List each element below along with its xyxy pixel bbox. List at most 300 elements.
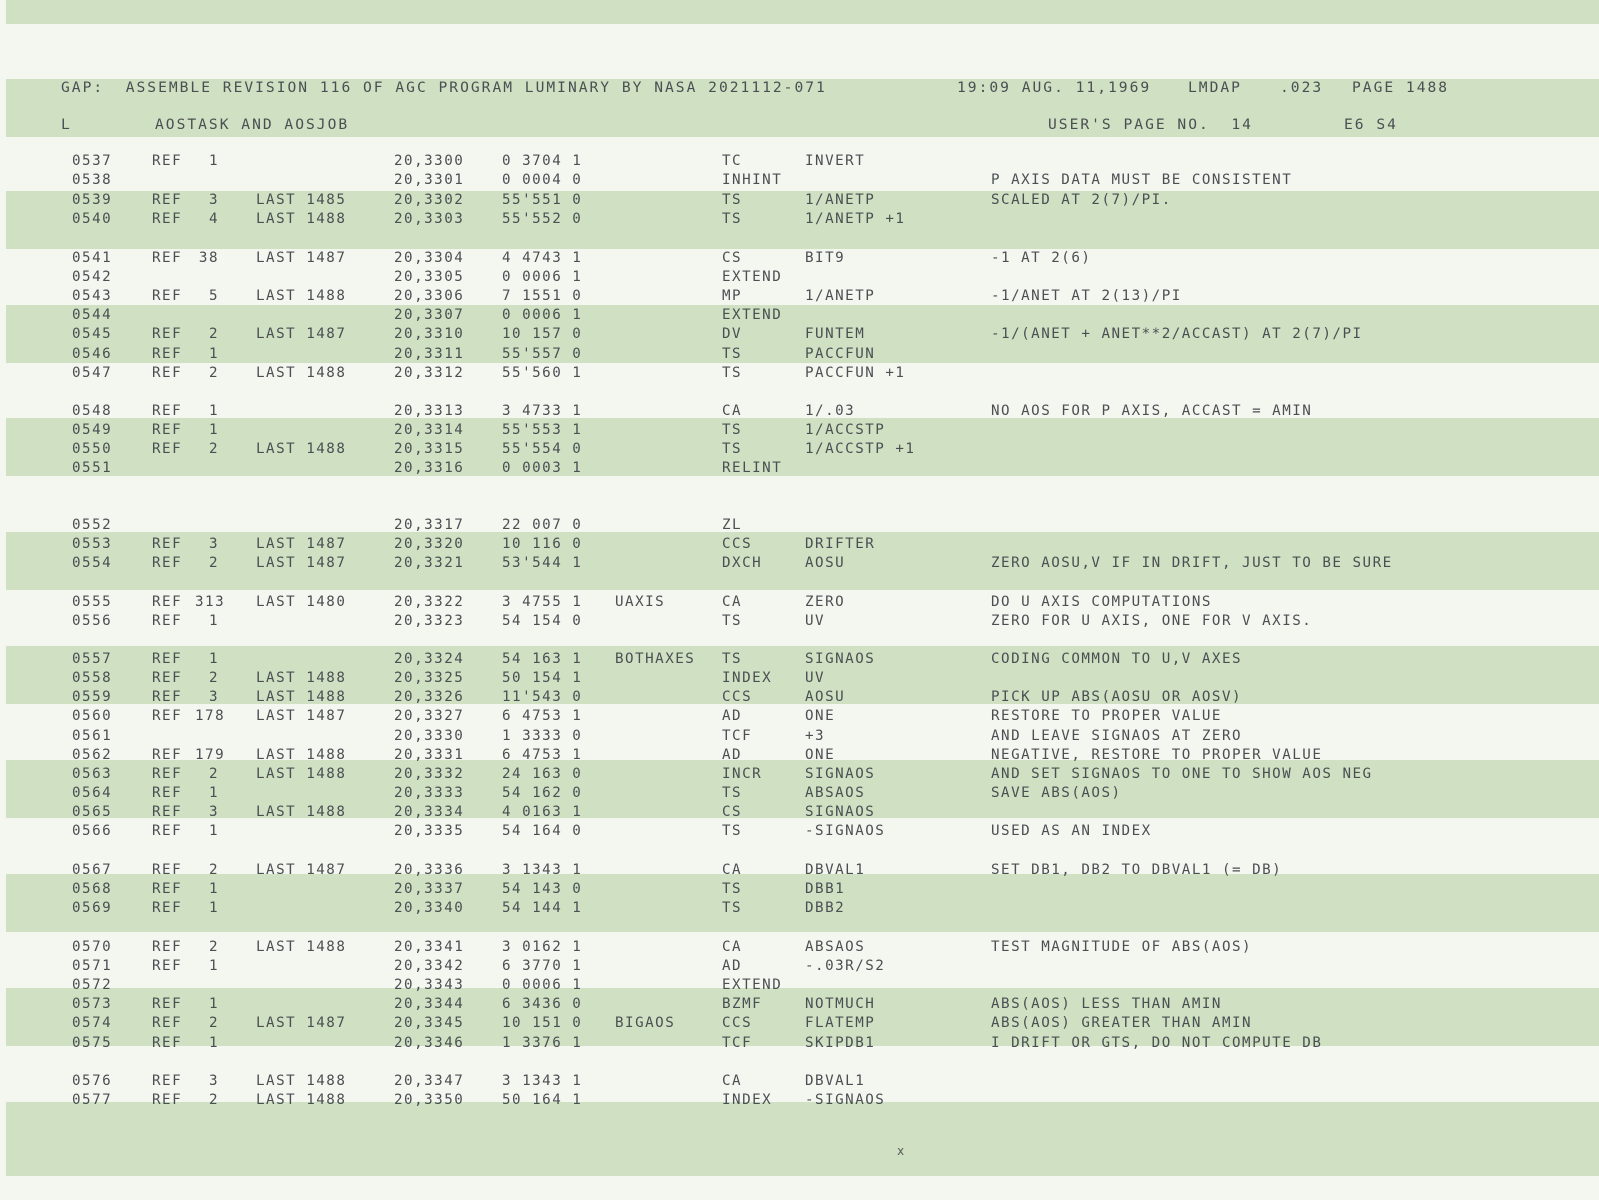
ref-count: 313 — [195, 594, 226, 610]
ref-marker: REF — [152, 1092, 183, 1108]
octal-code: 6 3770 1 — [502, 958, 583, 974]
listing-row — [0, 765, 1599, 784]
operand: NOTMUCH — [805, 996, 876, 1012]
last-ref: LAST 1485 — [256, 192, 347, 208]
address: 20,3331 — [394, 747, 465, 763]
address: 20,3307 — [394, 307, 465, 323]
operand: 1/ACCSTP — [805, 422, 886, 438]
operand: ABSAOS — [805, 785, 866, 801]
last-ref: LAST 1488 — [256, 365, 347, 381]
comment: PICK UP ABS(AOSU OR AOSV) — [991, 689, 1243, 705]
operand: SKIPDB1 — [805, 1035, 876, 1051]
ref-count: 3 — [208, 1073, 219, 1089]
last-ref: LAST 1487 — [256, 326, 347, 342]
label: UAXIS — [615, 594, 666, 610]
line-number: 0549 — [72, 422, 113, 438]
opcode: TS — [722, 651, 743, 667]
comment: CODING COMMON TO U,V AXES — [991, 651, 1243, 667]
operand: BIT9 — [805, 250, 846, 266]
address: 20,3302 — [394, 192, 465, 208]
operand: SIGNAOS — [805, 804, 876, 820]
listing-header — [0, 78, 1599, 97]
ref-count: 2 — [208, 1015, 219, 1031]
opcode: DV — [722, 326, 743, 342]
octal-code: 55'554 0 — [502, 441, 583, 457]
ref-marker: REF — [152, 153, 183, 169]
ref-marker: REF — [152, 804, 183, 820]
octal-code: 55'557 0 — [502, 346, 583, 362]
octal-code: 54 154 0 — [502, 613, 583, 629]
operand: +3 — [805, 728, 826, 744]
listing-row — [0, 995, 1599, 1014]
opcode: EXTEND — [722, 977, 783, 993]
operand: DRIFTER — [805, 536, 876, 552]
address: 20,3327 — [394, 708, 465, 724]
ref-marker: REF — [152, 1035, 183, 1051]
ref-marker: REF — [152, 1073, 183, 1089]
listing-row — [0, 1072, 1599, 1091]
paper-band — [6, 1102, 1599, 1176]
line-number: 0555 — [72, 594, 113, 610]
ref-count: 4 — [208, 211, 219, 227]
system-code: .023 — [1280, 79, 1324, 96]
operand: DBVAL1 — [805, 862, 866, 878]
paper-band — [6, 0, 1599, 24]
comment: ZERO AOSU,V IF IN DRIFT, JUST TO BE SURE — [991, 555, 1393, 571]
ref-count: 179 — [195, 747, 226, 763]
ref-count: 1 — [208, 881, 219, 897]
opcode: CS — [722, 250, 743, 266]
line-number: 0572 — [72, 977, 113, 993]
system-name: LMDAP — [1188, 79, 1242, 96]
line-number: 0577 — [72, 1092, 113, 1108]
address: 20,3333 — [394, 785, 465, 801]
address: 20,3316 — [394, 460, 465, 476]
last-ref: LAST 1488 — [256, 211, 347, 227]
operand: ONE — [805, 708, 836, 724]
line-number: 0540 — [72, 211, 113, 227]
line-number: 0573 — [72, 996, 113, 1012]
listing-row — [0, 669, 1599, 688]
comment: SET DB1, DB2 TO DBVAL1 (= DB) — [991, 862, 1283, 878]
operand: 1/ANETP — [805, 192, 876, 208]
line-number: 0544 — [72, 307, 113, 323]
last-ref: LAST 1488 — [256, 766, 347, 782]
octal-code: 50 164 1 — [502, 1092, 583, 1108]
address: 20,3334 — [394, 804, 465, 820]
ref-count: 2 — [208, 555, 219, 571]
octal-code: 55'551 0 — [502, 192, 583, 208]
octal-code: 55'560 1 — [502, 365, 583, 381]
listing-row — [0, 171, 1599, 190]
ref-marker: REF — [152, 670, 183, 686]
line-number: 0554 — [72, 555, 113, 571]
listing-row — [0, 459, 1599, 478]
address: 20,3317 — [394, 517, 465, 533]
listing-row — [0, 364, 1599, 383]
line-number: 0548 — [72, 403, 113, 419]
last-ref: LAST 1487 — [256, 555, 347, 571]
last-ref: LAST 1488 — [256, 288, 347, 304]
listing-row — [0, 306, 1599, 325]
ref-marker: REF — [152, 250, 183, 266]
opcode: TS — [722, 823, 743, 839]
ref-count: 1 — [208, 958, 219, 974]
line-number: 0571 — [72, 958, 113, 974]
octal-code: 54 144 1 — [502, 900, 583, 916]
ref-marker: REF — [152, 555, 183, 571]
octal-code: 10 151 0 — [502, 1015, 583, 1031]
ref-marker: REF — [152, 192, 183, 208]
address: 20,3313 — [394, 403, 465, 419]
ref-marker: REF — [152, 785, 183, 801]
address: 20,3346 — [394, 1035, 465, 1051]
ref-count: 1 — [208, 422, 219, 438]
comment: USED AS AN INDEX — [991, 823, 1152, 839]
opcode: TCF — [722, 728, 753, 744]
stray-mark: x — [897, 1144, 905, 1158]
comment: -1/(ANET + ANET**2/ACCAST) AT 2(7)/PI — [991, 326, 1363, 342]
opcode: TS — [722, 900, 743, 916]
address: 20,3341 — [394, 939, 465, 955]
last-ref: LAST 1488 — [256, 747, 347, 763]
ref-marker: REF — [152, 326, 183, 342]
comment: SCALED AT 2(7)/PI. — [991, 192, 1172, 208]
address: 20,3305 — [394, 269, 465, 285]
octal-code: 0 0004 0 — [502, 172, 583, 188]
ref-count: 1 — [208, 651, 219, 667]
octal-code: 1 3333 0 — [502, 728, 583, 744]
listing-row — [0, 1034, 1599, 1053]
operand: -.03R/S2 — [805, 958, 886, 974]
opcode: TS — [722, 613, 743, 629]
operand: FUNTEM — [805, 326, 866, 342]
comment: NO AOS FOR P AXIS, ACCAST = AMIN — [991, 403, 1313, 419]
address: 20,3336 — [394, 862, 465, 878]
opcode: AD — [722, 747, 743, 763]
last-ref: LAST 1487 — [256, 708, 347, 724]
listing-row — [0, 688, 1599, 707]
opcode: CA — [722, 403, 743, 419]
ref-marker: REF — [152, 881, 183, 897]
listing-row — [0, 880, 1599, 899]
operand: UV — [805, 670, 826, 686]
octal-code: 22 007 0 — [502, 517, 583, 533]
ref-marker: REF — [152, 536, 183, 552]
ref-count: 1 — [208, 785, 219, 801]
opcode: EXTEND — [722, 307, 783, 323]
ref-count: 2 — [208, 441, 219, 457]
line-number: 0568 — [72, 881, 113, 897]
ref-count: 1 — [208, 1035, 219, 1051]
address: 20,3337 — [394, 881, 465, 897]
operand: PACCFUN +1 — [805, 365, 906, 381]
last-ref: LAST 1488 — [256, 1073, 347, 1089]
line-number: 0552 — [72, 517, 113, 533]
listing-row — [0, 554, 1599, 573]
operand: FLATEMP — [805, 1015, 876, 1031]
address: 20,3303 — [394, 211, 465, 227]
octal-code: 3 1343 1 — [502, 862, 583, 878]
line-number: 0560 — [72, 708, 113, 724]
operand: PACCFUN — [805, 346, 876, 362]
ref-count: 2 — [208, 670, 219, 686]
octal-code: 54 164 0 — [502, 823, 583, 839]
section-header — [0, 115, 1599, 134]
octal-code: 1 3376 1 — [502, 1035, 583, 1051]
octal-code: 3 1343 1 — [502, 1073, 583, 1089]
line-number: 0543 — [72, 288, 113, 304]
label: BOTHAXES — [615, 651, 696, 667]
ref-marker: REF — [152, 1015, 183, 1031]
listing-row — [0, 440, 1599, 459]
opcode: RELINT — [722, 460, 783, 476]
line-number: 0541 — [72, 250, 113, 266]
ref-count: 1 — [208, 153, 219, 169]
opcode: TS — [722, 441, 743, 457]
last-ref: LAST 1488 — [256, 804, 347, 820]
last-ref: LAST 1487 — [256, 1015, 347, 1031]
address: 20,3347 — [394, 1073, 465, 1089]
ref-marker: REF — [152, 823, 183, 839]
operand: DBB2 — [805, 900, 846, 916]
octal-code: 3 0162 1 — [502, 939, 583, 955]
operand: SIGNAOS — [805, 766, 876, 782]
section-letter: L — [61, 116, 72, 133]
listing-row — [0, 345, 1599, 364]
octal-code: 54 143 0 — [502, 881, 583, 897]
opcode: CA — [722, 594, 743, 610]
listing-row — [0, 861, 1599, 880]
operand: UV — [805, 613, 826, 629]
operand: 1/ANETP +1 — [805, 211, 906, 227]
listing-row — [0, 268, 1599, 287]
line-number: 0542 — [72, 269, 113, 285]
comment: NEGATIVE, RESTORE TO PROPER VALUE — [991, 747, 1323, 763]
octal-code: 6 4753 1 — [502, 708, 583, 724]
ref-marker: REF — [152, 211, 183, 227]
ref-count: 1 — [208, 613, 219, 629]
ref-marker: REF — [152, 939, 183, 955]
octal-code: 0 0006 1 — [502, 307, 583, 323]
opcode: CCS — [722, 1015, 753, 1031]
line-number: 0576 — [72, 1073, 113, 1089]
listing-row — [0, 325, 1599, 344]
opcode: TS — [722, 211, 743, 227]
octal-code: 10 116 0 — [502, 536, 583, 552]
opcode: TS — [722, 365, 743, 381]
octal-code: 54 162 0 — [502, 785, 583, 801]
opcode: INDEX — [722, 670, 773, 686]
listing-row — [0, 287, 1599, 306]
ref-marker: REF — [152, 900, 183, 916]
ref-count: 1 — [208, 823, 219, 839]
octal-code: 3 4755 1 — [502, 594, 583, 610]
ref-count: 178 — [195, 708, 226, 724]
ref-count: 3 — [208, 804, 219, 820]
operand: 1/.03 — [805, 403, 856, 419]
ref-count: 1 — [208, 900, 219, 916]
address: 20,3300 — [394, 153, 465, 169]
octal-code: 50 154 1 — [502, 670, 583, 686]
ref-marker: REF — [152, 651, 183, 667]
opcode: INCR — [722, 766, 763, 782]
ref-count: 2 — [208, 939, 219, 955]
operand: SIGNAOS — [805, 651, 876, 667]
sheet-id: E6 S4 — [1344, 116, 1398, 133]
octal-code: 0 0003 1 — [502, 460, 583, 476]
ref-count: 1 — [208, 403, 219, 419]
comment: DO U AXIS COMPUTATIONS — [991, 594, 1212, 610]
last-ref: LAST 1488 — [256, 1092, 347, 1108]
ref-count: 2 — [208, 326, 219, 342]
line-number: 0569 — [72, 900, 113, 916]
line-number: 0546 — [72, 346, 113, 362]
line-number: 0556 — [72, 613, 113, 629]
section-title: AOSTASK AND AOSJOB — [155, 116, 350, 133]
comment: I DRIFT OR GTS, DO NOT COMPUTE DB — [991, 1035, 1323, 1051]
comment: AND LEAVE SIGNAOS AT ZERO — [991, 728, 1243, 744]
opcode: BZMF — [722, 996, 763, 1012]
address: 20,3306 — [394, 288, 465, 304]
last-ref: LAST 1488 — [256, 689, 347, 705]
address: 20,3324 — [394, 651, 465, 667]
address: 20,3314 — [394, 422, 465, 438]
listing-row — [0, 152, 1599, 171]
line-number: 0575 — [72, 1035, 113, 1051]
operand: ZERO — [805, 594, 846, 610]
ref-marker: REF — [152, 958, 183, 974]
operand: ABSAOS — [805, 939, 866, 955]
operand: ONE — [805, 747, 836, 763]
last-ref: LAST 1488 — [256, 939, 347, 955]
opcode: DXCH — [722, 555, 763, 571]
ref-marker: REF — [152, 594, 183, 610]
ref-marker: REF — [152, 996, 183, 1012]
ref-marker: REF — [152, 766, 183, 782]
octal-code: 7 1551 0 — [502, 288, 583, 304]
octal-code: 4 0163 1 — [502, 804, 583, 820]
opcode: CA — [722, 939, 743, 955]
octal-code: 0 3704 1 — [502, 153, 583, 169]
address: 20,3326 — [394, 689, 465, 705]
listing-row — [0, 1091, 1599, 1110]
ref-count: 3 — [208, 689, 219, 705]
ref-marker: REF — [152, 747, 183, 763]
ref-marker: REF — [152, 346, 183, 362]
line-number: 0547 — [72, 365, 113, 381]
address: 20,3335 — [394, 823, 465, 839]
opcode: CA — [722, 1073, 743, 1089]
octal-code: 24 163 0 — [502, 766, 583, 782]
line-number: 0553 — [72, 536, 113, 552]
ref-marker: REF — [152, 441, 183, 457]
ref-count: 3 — [208, 192, 219, 208]
operand: AOSU — [805, 555, 846, 571]
address: 20,3322 — [394, 594, 465, 610]
last-ref: LAST 1487 — [256, 862, 347, 878]
line-number: 0574 — [72, 1015, 113, 1031]
operand: -SIGNAOS — [805, 1092, 886, 1108]
ref-count: 1 — [208, 996, 219, 1012]
listing-row — [0, 210, 1599, 229]
address: 20,3330 — [394, 728, 465, 744]
operand: 1/ACCSTP +1 — [805, 441, 916, 457]
opcode: AD — [722, 958, 743, 974]
line-number: 0538 — [72, 172, 113, 188]
line-number: 0551 — [72, 460, 113, 476]
operand: DBB1 — [805, 881, 846, 897]
line-number: 0558 — [72, 670, 113, 686]
line-number: 0545 — [72, 326, 113, 342]
ref-marker: REF — [152, 862, 183, 878]
listing-row — [0, 249, 1599, 268]
octal-code: 6 4753 1 — [502, 747, 583, 763]
octal-code: 4 4743 1 — [502, 250, 583, 266]
octal-code: 55'552 0 — [502, 211, 583, 227]
ref-marker: REF — [152, 613, 183, 629]
ref-count: 2 — [208, 365, 219, 381]
listing-row — [0, 535, 1599, 554]
comment: ABS(AOS) GREATER THAN AMIN — [991, 1015, 1253, 1031]
comment: TEST MAGNITUDE OF ABS(AOS) — [991, 939, 1253, 955]
comment: AND SET SIGNAOS TO ONE TO SHOW AOS NEG — [991, 766, 1373, 782]
operand: 1/ANETP — [805, 288, 876, 304]
address: 20,3304 — [394, 250, 465, 266]
address: 20,3332 — [394, 766, 465, 782]
opcode: TS — [722, 346, 743, 362]
listing-row — [0, 191, 1599, 210]
octal-code: 10 157 0 — [502, 326, 583, 342]
listing-row — [0, 593, 1599, 612]
comment: SAVE ABS(AOS) — [991, 785, 1122, 801]
listing-row — [0, 650, 1599, 669]
ref-count: 5 — [208, 288, 219, 304]
address: 20,3301 — [394, 172, 465, 188]
listing-row — [0, 938, 1599, 957]
ref-count: 2 — [208, 1092, 219, 1108]
address: 20,3350 — [394, 1092, 465, 1108]
line-number: 0567 — [72, 862, 113, 878]
opcode: TCF — [722, 1035, 753, 1051]
opcode: TS — [722, 192, 743, 208]
ref-marker: REF — [152, 689, 183, 705]
ref-count: 38 — [198, 250, 219, 266]
opcode: ZL — [722, 517, 743, 533]
address: 20,3344 — [394, 996, 465, 1012]
address: 20,3342 — [394, 958, 465, 974]
comment: P AXIS DATA MUST BE CONSISTENT — [991, 172, 1293, 188]
octal-code: 55'553 1 — [502, 422, 583, 438]
listing-row — [0, 1014, 1599, 1033]
address: 20,3311 — [394, 346, 465, 362]
ref-marker: REF — [152, 288, 183, 304]
address: 20,3323 — [394, 613, 465, 629]
label: BIGAOS — [615, 1015, 676, 1031]
octal-code: 54 163 1 — [502, 651, 583, 667]
ref-marker: REF — [152, 422, 183, 438]
line-number: 0559 — [72, 689, 113, 705]
opcode: INDEX — [722, 1092, 773, 1108]
address: 20,3345 — [394, 1015, 465, 1031]
line-number: 0537 — [72, 153, 113, 169]
operand: DBVAL1 — [805, 1073, 866, 1089]
operand: AOSU — [805, 689, 846, 705]
ref-count: 2 — [208, 862, 219, 878]
line-number: 0564 — [72, 785, 113, 801]
ref-marker: REF — [152, 365, 183, 381]
octal-code: 6 3436 0 — [502, 996, 583, 1012]
